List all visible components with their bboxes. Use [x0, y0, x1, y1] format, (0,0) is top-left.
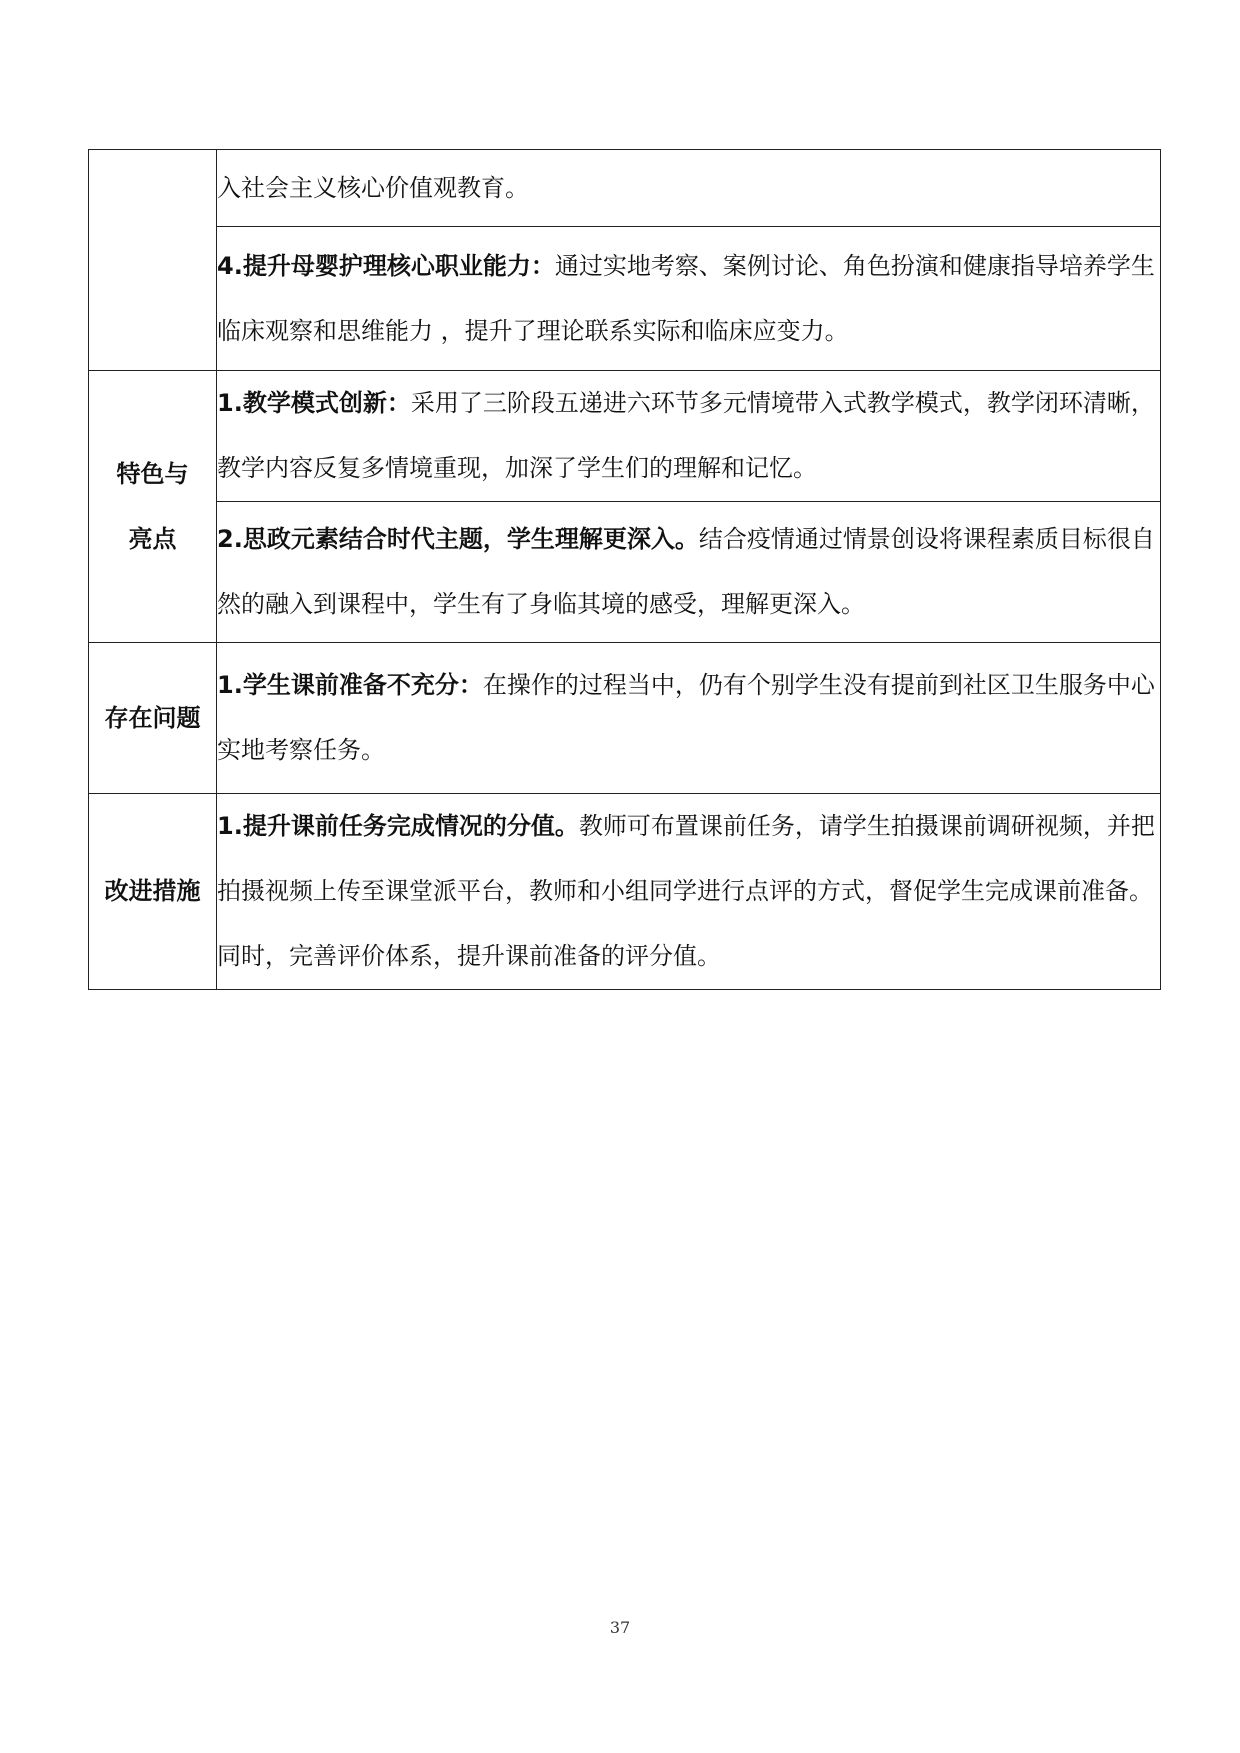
paragraph [217, 234, 1160, 364]
paragraph [217, 794, 1160, 989]
content-cell [217, 227, 1161, 371]
content-cell [217, 502, 1161, 643]
paragraph-heading: 1.学生课前准备不充分： [217, 671, 483, 699]
row-label-improvements [89, 794, 217, 990]
table-row [89, 150, 1161, 227]
label-line: 改进措施 [104, 877, 201, 905]
paragraph-text: 结合疫情通过情景创设将课程素质目标很自然的融入到课程中，学生有了身临其境的感受，理解更深入。 [217, 525, 1155, 618]
table-row [89, 502, 1161, 643]
row-label-empty [89, 150, 217, 371]
row-label-features [89, 371, 217, 643]
paragraph-heading: 1.教学模式创新： [217, 389, 411, 417]
table-row [89, 643, 1161, 794]
label-line: 亮点 [128, 524, 177, 553]
label-line: 特色与 [116, 459, 189, 488]
table-row [89, 794, 1161, 990]
evaluation-table [88, 149, 1161, 990]
table-row [89, 371, 1161, 502]
paragraph-heading: 1.提升课前任务完成情况的分值。 [217, 812, 579, 840]
paragraph [217, 371, 1160, 501]
table-row [89, 227, 1161, 371]
paragraph-text: 教师可布置课前任务，请学生拍摄课前调研视频，并把拍摄视频上传至课堂派平台，教师和小组同学进行点评的方式，督促学生完成课前准备。同时，完善评价体系，提升课前准备的评分值。 [217, 812, 1155, 970]
paragraph-text: 采用了三阶段五递进六环节多元情境带入式教学模式，教学闭环清晰，教学内容反复多情境重现，加深了学生们的理解和记忆。 [217, 389, 1155, 482]
paragraph [217, 150, 1160, 226]
content-cell [217, 794, 1161, 990]
content-cell [217, 371, 1161, 502]
paragraph [217, 653, 1160, 783]
page-number: 37 [609, 1618, 631, 1637]
content-cell [217, 150, 1161, 227]
paragraph-text: 在操作的过程当中，仍有个别学生没有提前到社区卫生服务中心实地考察任务。 [217, 671, 1155, 764]
paragraph-text: 通过实地考察、案例讨论、角色扮演和健康指导培养学生临床观察和思维能力 ，提升了理论联系实际和临床应变力。 [217, 251, 1155, 345]
paragraph-heading: 4.提升母婴护理核心职业能力： [217, 251, 555, 280]
content-cell [217, 643, 1161, 794]
paragraph-heading: 2.思政元素结合时代主题，学生理解更深入。 [217, 525, 699, 553]
row-label-problems [89, 643, 217, 794]
label-line: 存在问题 [104, 703, 201, 732]
paragraph [217, 507, 1160, 637]
paragraph-text: 入社会主义核心价值观教育。 [217, 174, 529, 202]
